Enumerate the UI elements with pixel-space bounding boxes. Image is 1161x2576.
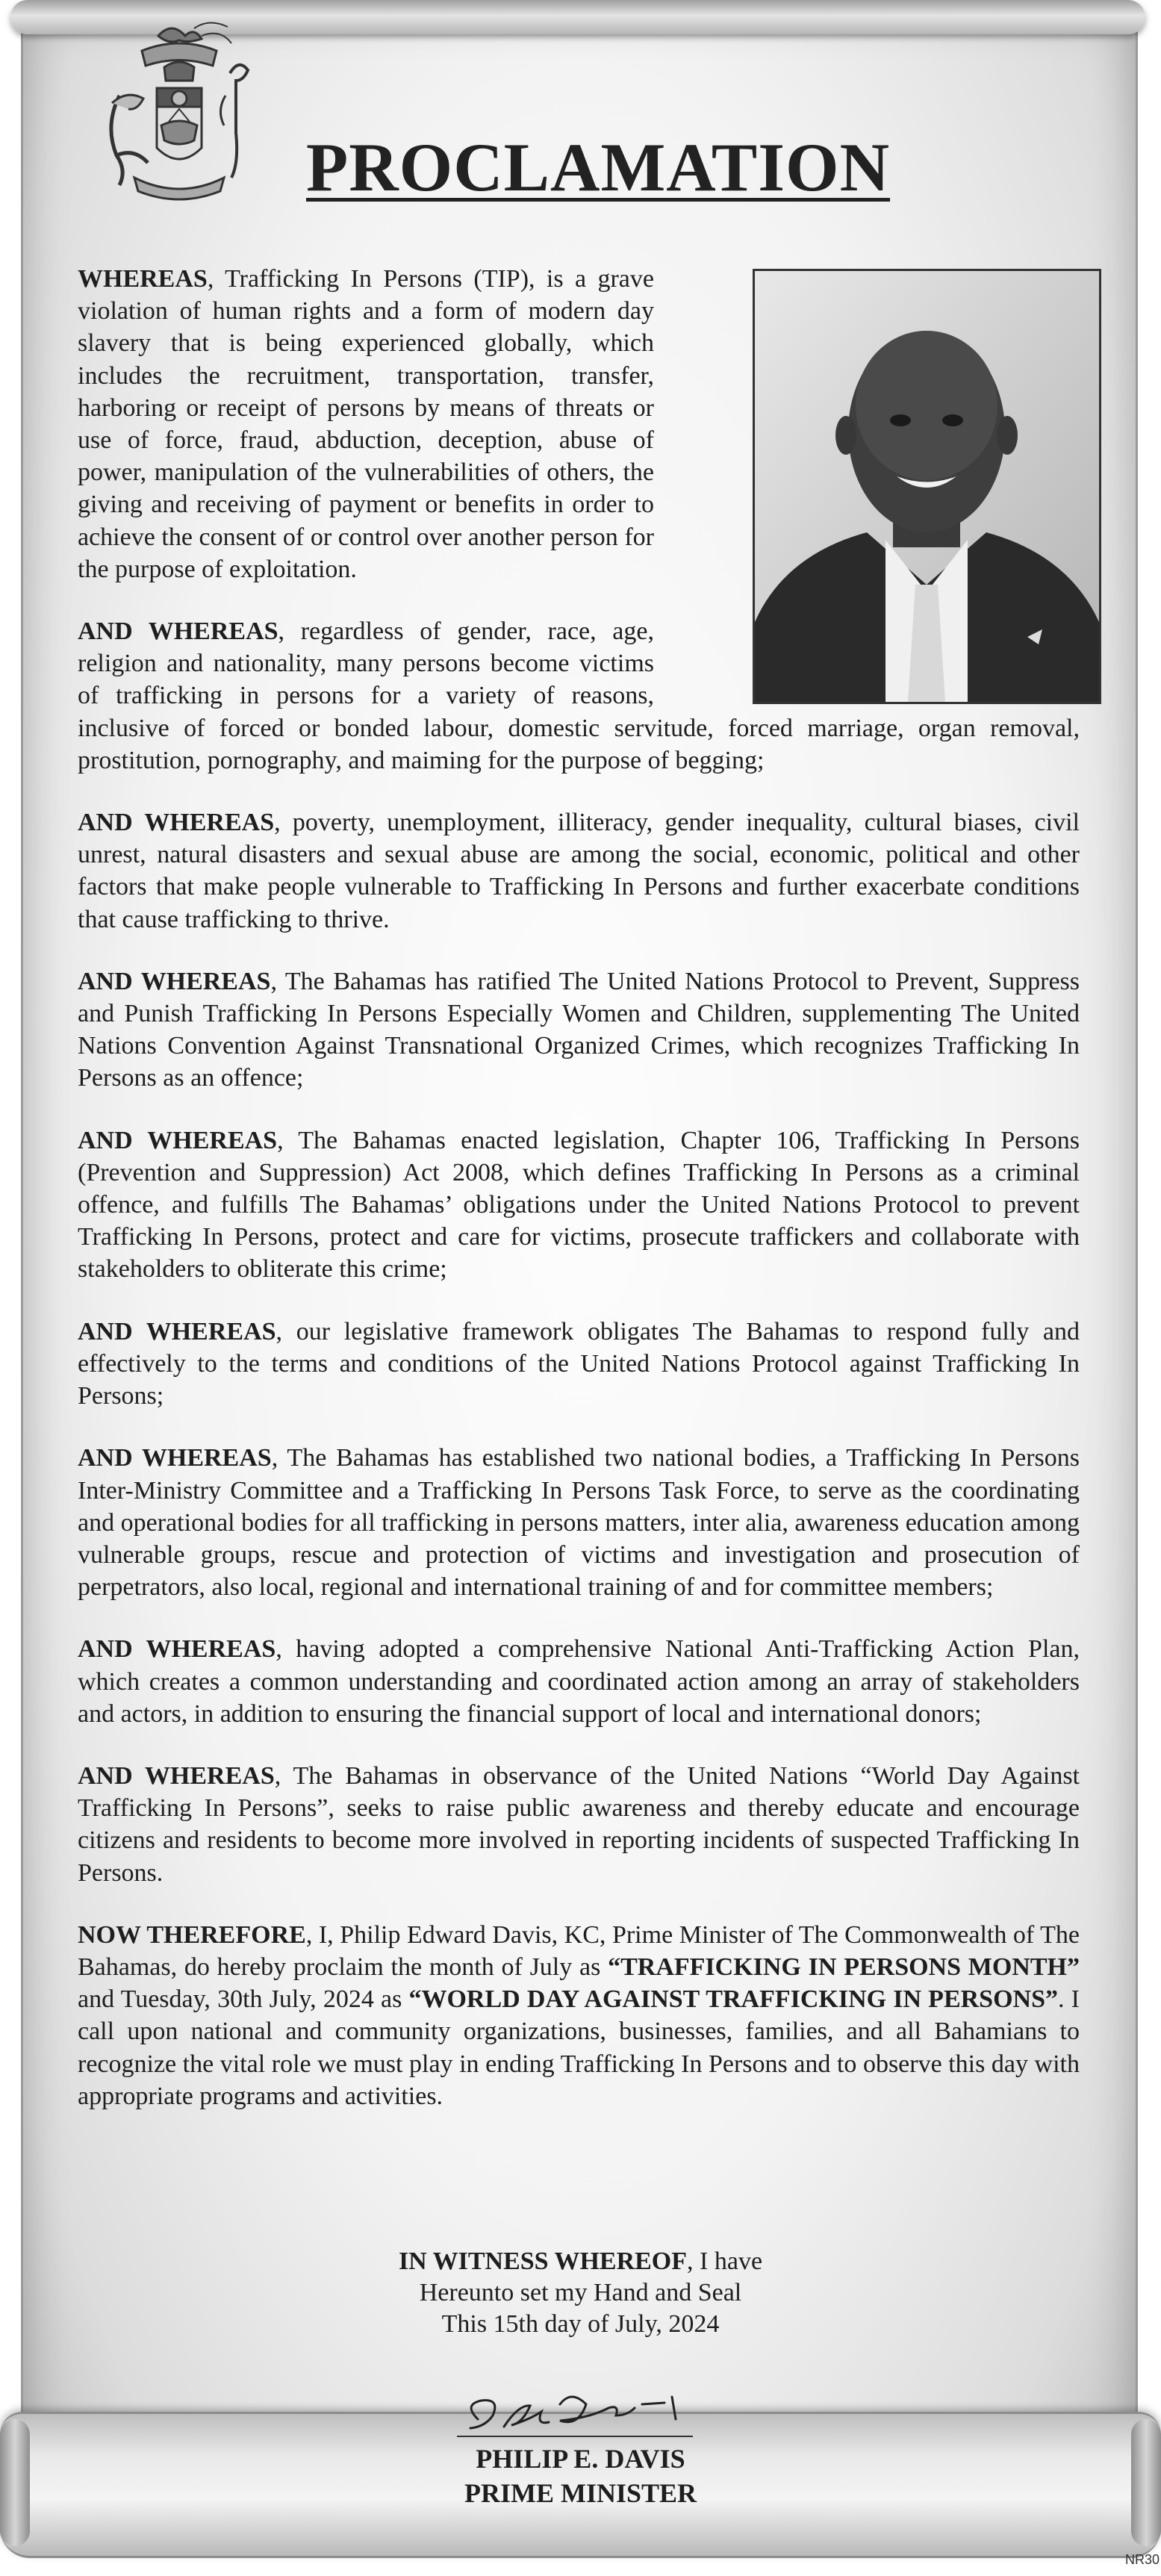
portrait-spacer	[654, 263, 1080, 711]
paragraph-lead: WHEREAS	[78, 265, 208, 293]
signatory-name: PHILIP E. DAVIS	[476, 2444, 685, 2474]
paragraph-text: , having adopted a comprehensive National Anti-Trafficking Action Plan, which creates a common understanding and coordinated action among an array of stakeholders and actors, in addition to ensuring the financial support of local and international donors;	[78, 1635, 1080, 1728]
page-title: PROCLAMATION	[306, 129, 891, 205]
witness-line-1-text: , I have	[687, 2247, 763, 2275]
paragraph-text: , The Bahamas enacted legislation, Chapter 106, Trafficking In Persons (Prevention and Suppression) Act 2008, which defines Trafficking In Persons as a criminal offence, and fulfills The Bahamas’ obligations under the United Nations Protocol to prevent Trafficking In Persons, protect and care for victims, prosecute traffickers and collaborate with stakeholders to obliterate this crime;	[78, 1126, 1080, 1284]
witness-line-2: Hereunto set my Hand and Seal	[419, 2279, 742, 2306]
footer-code: NR30	[1124, 2552, 1160, 2567]
paragraph-whereas-6	[78, 1316, 1080, 1413]
paragraph-lead: AND WHEREAS	[78, 967, 271, 995]
paragraph-text: , The Bahamas has established two national bodies, a Trafficking In Persons Inter-Ministry Committee and a Trafficking In Persons Task Force, to serve as the coordinating and operational bodies for all trafficking in persons matters, inter alia, awareness education among vulnerable groups, rescue and protection of victims and investigation and prosecution of perpetrators, also local, regional and international training of and for committee members;	[78, 1444, 1080, 1602]
paragraph-text: . I call upon national and community organizations, businesses, families, and all Bahamians to recognize the vital role we must play in ending Trafficking In Persons and to observe this day with appropriate programs and activities.	[78, 1985, 1080, 2110]
proclaimed-month: “TRAFFICKING IN PERSONS MONTH”	[608, 1953, 1080, 1981]
paragraph-lead: AND WHEREAS	[78, 1761, 275, 1790]
paragraph-lead: AND WHEREAS	[78, 1126, 278, 1154]
paragraph-lead: AND WHEREAS	[78, 809, 275, 837]
paragraph-text: , Trafficking In Persons (TIP), is a grave violation of human rights and a form of modern day slavery that is being experienced globally, which includes the recruitment, transportation, transfer, harboring or receipt of persons by means of threats or use of force, fraud, abduction, deception, abuse of power, manipulation of the vulnerabilities of others, the giving and receiving of payment or benefits in order to achieve the consent of or control over another person for the purpose of exploitation.	[78, 265, 654, 583]
paragraph-now-therefore	[78, 1919, 1080, 2112]
witness-lead: IN WITNESS WHEREOF	[398, 2247, 688, 2275]
paragraph-whereas-4	[78, 965, 1080, 1095]
signatory-role: PRIME MINISTER	[464, 2478, 697, 2508]
paragraph-lead: NOW THEREFORE	[78, 1920, 306, 1949]
paragraph-text: , poverty, unemployment, illiteracy, gender inequality, cultural biases, civil unrest, natural disasters and sexual abuse are among the social, economic, political and other factors that make people vulnerable to Trafficking In Persons and further exacerbate conditions that cause trafficking to thrive.	[78, 809, 1080, 933]
paragraph-text: and Tuesday, 30th July, 2024 as	[78, 1985, 409, 2014]
paragraph-lead: AND WHEREAS	[78, 1635, 276, 1664]
paragraph-whereas-9	[78, 1760, 1080, 1889]
paragraph-whereas-7	[78, 1442, 1080, 1603]
paragraph-whereas-3	[78, 806, 1080, 936]
proclaimed-day: “WORLD DAY AGAINST TRAFFICKING IN PERSONS”	[408, 1985, 1058, 2014]
signatory-block	[0, 2442, 1161, 2510]
paragraph-text: , The Bahamas in observance of the United Nations “World Day Against Trafficking In Persons”, seeks to raise public awareness and thereby educate and encourage citizens and residents to become more involved in reporting incidents of suspected Trafficking In Persons.	[78, 1761, 1080, 1887]
witness-block	[0, 2246, 1161, 2340]
signature-line	[457, 2436, 693, 2437]
paragraph-text: , regardless of gender, race, age, religion and nationality, many persons become victims of trafficking in persons for a variety of reasons, inclusive of forced or bonded labour, domestic servitude, forced marriage, organ removal, prostitution, pornography, and maiming for the purpose of begging;	[78, 617, 1080, 774]
paragraph-text: , The Bahamas has ratified The United Nations Protocol to Prevent, Suppress and Punish Trafficking In Persons Especially Women and Children, supplementing The United Nations Convention Against Transnational Organized Crimes, which recognizes Trafficking In Persons as an offence;	[78, 967, 1080, 1092]
paragraph-text: , our legislative framework obligates The Bahamas to respond fully and effectively to the terms and conditions of the United Nations Protocol against Trafficking In Persons;	[78, 1317, 1080, 1410]
paragraph-whereas-5	[78, 1124, 1080, 1286]
paragraph-lead: AND WHEREAS	[78, 617, 278, 646]
paragraph-whereas-8	[78, 1633, 1080, 1730]
proclamation-body	[78, 263, 1080, 2142]
coat-of-arms-icon	[90, 21, 269, 208]
witness-line-3: This 15th day of July, 2024	[441, 2310, 720, 2338]
paragraph-lead: AND WHEREAS	[78, 1444, 272, 1472]
paragraph-text: , I, Philip Edward Davis, KC, Prime Minister of The Commonwealth of The Bahamas, do hereby proclaim the month of July as	[78, 1920, 1080, 1981]
witness-line-1	[0, 2246, 1161, 2277]
signature-icon	[448, 2374, 702, 2442]
paragraph-lead: AND WHEREAS	[78, 1317, 276, 1345]
